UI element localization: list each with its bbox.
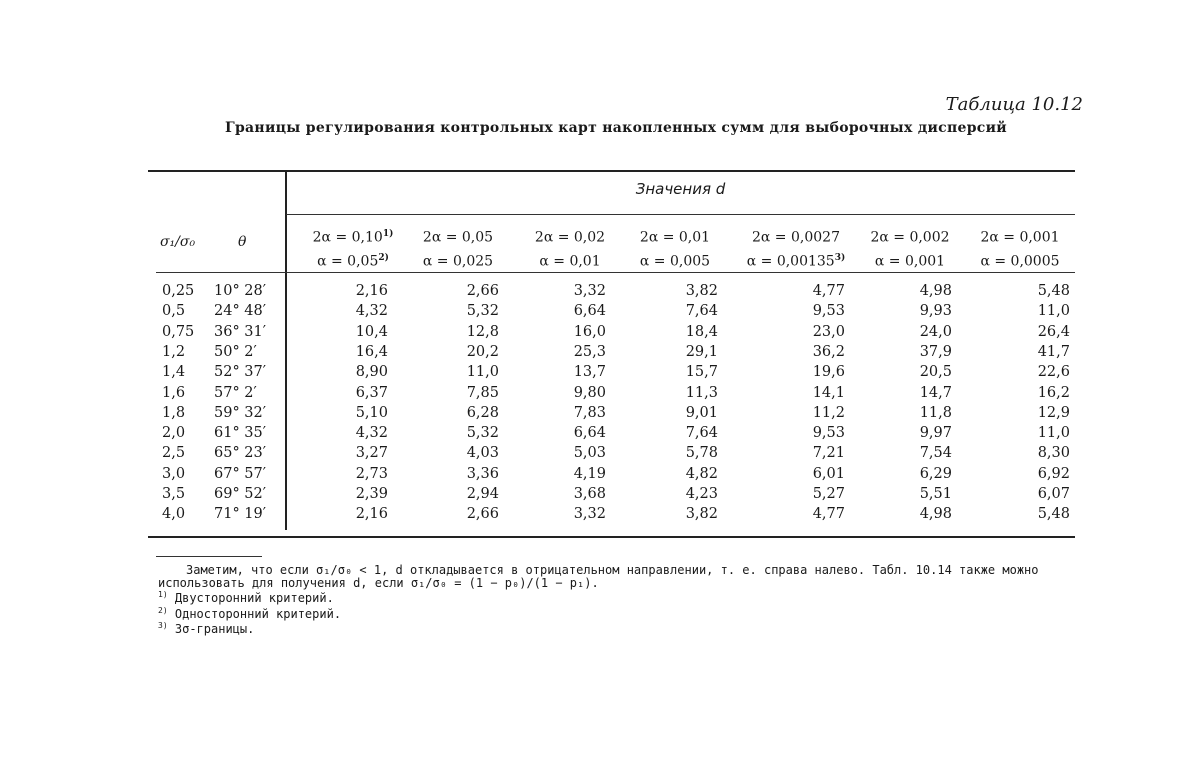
value-cell: 11,3 <box>685 384 718 401</box>
value-cell: 9,80 <box>573 384 606 401</box>
value-cell: 2,66 <box>466 283 499 299</box>
value-cell: 3,27 <box>355 445 388 462</box>
value-cell: 6,64 <box>573 425 606 442</box>
value-cell: 41,7 <box>1037 343 1070 360</box>
footnote-text: Двусторонний критерий. <box>174 591 334 605</box>
column-header-line1: 2α = 0,002 <box>870 229 950 246</box>
column-header-line2: α = 0,005 <box>639 253 711 270</box>
value-cell: 3,36 <box>466 465 499 482</box>
table-row <box>148 283 1075 303</box>
value-cell: 5,27 <box>812 486 845 502</box>
table-row <box>148 425 1075 445</box>
theta-cell: 36° 31′ <box>214 323 267 340</box>
value-cell: 11,0 <box>1037 303 1070 320</box>
theta-column-header: θ <box>238 234 247 250</box>
value-cell: 4,19 <box>573 465 606 482</box>
table-row <box>148 364 1075 384</box>
column-header-line1: 2α = 0,001 <box>980 229 1060 246</box>
column-header-line2: α = 0,01 <box>539 253 601 270</box>
footnote-list <box>158 589 1088 636</box>
value-cell: 3,82 <box>685 283 718 299</box>
sigma-cell: 1,2 <box>162 343 186 360</box>
value-cell: 4,77 <box>812 506 845 523</box>
value-cell: 5,03 <box>573 445 606 462</box>
value-cell: 11,8 <box>919 404 952 421</box>
data-table <box>148 170 1075 538</box>
value-cell: 2,73 <box>355 465 388 482</box>
sigma-cell: 0,75 <box>162 323 195 340</box>
value-cell: 6,29 <box>919 465 952 482</box>
table-row <box>148 385 1075 405</box>
table-row <box>148 486 1075 506</box>
value-cell: 7,83 <box>573 404 606 421</box>
value-cell: 8,90 <box>355 364 388 381</box>
theta-cell: 24° 48′ <box>214 303 267 320</box>
footnote-mark: 2) <box>158 605 168 615</box>
column-header <box>398 224 518 271</box>
table-row <box>148 506 1075 526</box>
value-cell: 3,32 <box>573 506 606 523</box>
sigma-cell: 4,0 <box>162 506 186 523</box>
value-cell: 13,7 <box>573 364 606 381</box>
value-cell: 22,6 <box>1037 364 1070 381</box>
value-cell: 4,23 <box>685 486 718 502</box>
column-header <box>736 224 856 271</box>
footnote-text: Односторонний критерий. <box>174 606 342 621</box>
value-cell: 11,2 <box>812 404 845 421</box>
value-cell: 5,78 <box>685 445 718 462</box>
table-row <box>148 344 1075 364</box>
value-cell: 37,9 <box>919 343 952 360</box>
column-header-line1: 2α = 0,01 <box>639 229 711 246</box>
value-cell: 2,16 <box>355 506 388 523</box>
value-cell: 5,48 <box>1037 283 1070 299</box>
theta-cell: 52° 37′ <box>214 364 267 381</box>
theta-cell: 57° 2′ <box>214 384 257 401</box>
value-cell: 18,4 <box>685 323 718 340</box>
value-cell: 3,32 <box>573 283 606 299</box>
theta-cell: 61° 35′ <box>214 425 267 442</box>
column-header-line1: 2α = 0,02 <box>534 229 606 246</box>
column-header-line2: α = 0,001 <box>874 253 946 270</box>
header-rule <box>156 272 1075 273</box>
column-header <box>293 224 413 271</box>
value-cell: 7,85 <box>466 384 499 401</box>
value-cell: 25,3 <box>573 343 606 360</box>
value-cell: 9,01 <box>685 404 718 421</box>
value-cell: 4,32 <box>355 303 388 320</box>
footnote-text: 3σ-границы. <box>174 622 255 636</box>
sigma-cell: 3,5 <box>162 486 186 502</box>
sigma-cell: 1,6 <box>162 384 186 401</box>
column-header-line2: $\alpha = 0,00135^{3)}$ <box>746 252 846 270</box>
column-header-line1: 2α = 0,0027 <box>752 229 840 246</box>
value-cell: 4,98 <box>919 506 952 523</box>
footnote-mark: 1) <box>158 590 168 599</box>
group-header-rule <box>286 214 1075 215</box>
footnote-main: Заметим, что если σ₁/σ₀ < 1, d откладывается в отрицательном направлении, т. е. справа налево. Табл. 10.14 также можно использовать для получения d, если σ₁/σ₀ = (1 − p₀)/(1 − p₁). <box>158 563 1039 590</box>
value-cell: 26,4 <box>1037 323 1070 340</box>
value-cell: 7,64 <box>685 303 718 320</box>
sigma-cell: 3,0 <box>162 465 186 482</box>
value-cell: 10,4 <box>355 323 388 340</box>
value-cell: 9,97 <box>919 425 952 442</box>
value-cell: 7,54 <box>919 445 952 462</box>
value-cell: 9,93 <box>919 303 952 320</box>
value-cell: 4,82 <box>685 465 718 482</box>
value-cell: 4,03 <box>466 445 499 462</box>
value-cell: 5,10 <box>355 404 388 421</box>
value-cell: 4,32 <box>355 425 388 442</box>
value-cell: 6,37 <box>355 384 388 401</box>
value-cell: 20,2 <box>466 343 499 360</box>
table-row <box>148 466 1075 486</box>
theta-cell: 50° 2′ <box>214 343 257 360</box>
value-cell: 14,1 <box>812 384 845 401</box>
value-cell: 16,2 <box>1037 384 1070 401</box>
value-cell: 12,8 <box>466 323 499 340</box>
value-cell: 16,4 <box>355 343 388 360</box>
table-row <box>148 405 1075 425</box>
value-cell: 12,9 <box>1037 404 1070 421</box>
value-cell: 36,2 <box>812 343 845 360</box>
theta-cell: 71° 19′ <box>214 506 267 523</box>
value-cell: 2,94 <box>466 486 499 502</box>
sigma-cell: 0,5 <box>162 303 186 320</box>
column-header-line1: $2\alpha = 0,10^{1)}$ <box>312 229 394 246</box>
value-cell: 9,53 <box>812 425 845 442</box>
value-cell: 6,07 <box>1037 486 1070 502</box>
footnotes <box>158 564 1088 636</box>
table-caption: Границы регулирования контрольных карт накопленных сумм для выборочных дисперсий <box>225 120 1007 136</box>
sigma-cell: 1,4 <box>162 364 186 381</box>
table-row <box>148 445 1075 465</box>
value-cell: 19,6 <box>812 364 845 381</box>
sigma-cell: 2,5 <box>162 445 186 462</box>
value-cell: 4,98 <box>919 283 952 299</box>
value-cell: 24,0 <box>919 323 952 340</box>
value-cell: 9,53 <box>812 303 845 320</box>
value-cell: 14,7 <box>919 384 952 401</box>
value-cell: 15,7 <box>685 364 718 381</box>
value-cell: 7,21 <box>812 445 845 462</box>
value-cell: 2,39 <box>355 486 388 502</box>
value-cell: 11,0 <box>1037 425 1070 442</box>
value-cell: 16,0 <box>573 323 606 340</box>
value-cell: 2,66 <box>466 506 499 523</box>
footnote-mark: 3) <box>158 621 168 630</box>
value-cell: 5,32 <box>466 303 499 320</box>
value-cell: 7,64 <box>685 425 718 442</box>
value-cell: 20,5 <box>919 364 952 381</box>
group-header: Значения d <box>635 180 726 198</box>
value-cell: 6,64 <box>573 303 606 320</box>
column-header <box>850 224 970 271</box>
value-cell: 11,0 <box>466 364 499 381</box>
column-header-line2: $\alpha = 0,05^{2)}$ <box>317 252 389 270</box>
value-cell: 3,82 <box>685 506 718 523</box>
sigma-cell: 2,0 <box>162 425 186 442</box>
footnote-rule <box>156 556 262 557</box>
column-header <box>510 224 630 271</box>
table-row <box>148 303 1075 323</box>
table-number: Таблица 10.12 <box>945 94 1083 115</box>
value-cell: 23,0 <box>812 323 845 340</box>
theta-cell: 65° 23′ <box>214 445 267 462</box>
sigma-cell: 0,25 <box>162 283 195 299</box>
column-header-line1: 2α = 0,05 <box>422 229 494 246</box>
column-header <box>615 224 735 271</box>
sigma-column-header: σ₁/σ₀ <box>160 234 196 250</box>
footnote-item <box>158 620 1088 636</box>
theta-cell: 67° 57′ <box>214 465 267 482</box>
column-header <box>960 224 1080 271</box>
value-cell: 8,30 <box>1037 445 1070 462</box>
value-cell: 4,77 <box>812 283 845 299</box>
table-row <box>148 324 1075 344</box>
sigma-cell: 1,8 <box>162 404 186 421</box>
value-cell: 6,28 <box>466 404 499 421</box>
theta-cell: 69° 52′ <box>214 486 267 502</box>
column-header-line2: α = 0,025 <box>422 253 494 270</box>
value-cell: 5,51 <box>919 486 952 502</box>
value-cell: 3,68 <box>573 486 606 502</box>
theta-cell: 59° 32′ <box>214 404 267 421</box>
value-cell: 6,01 <box>812 465 845 482</box>
value-cell: 5,48 <box>1037 506 1070 523</box>
value-cell: 29,1 <box>685 343 718 360</box>
value-cell: 6,92 <box>1037 465 1070 482</box>
footnote-item <box>158 589 1088 605</box>
footnote-item <box>158 605 1088 621</box>
theta-cell: 10° 28′ <box>214 283 267 299</box>
value-cell: 2,16 <box>355 283 388 299</box>
value-cell: 5,32 <box>466 425 499 442</box>
column-header-line2: α = 0,0005 <box>980 253 1060 270</box>
